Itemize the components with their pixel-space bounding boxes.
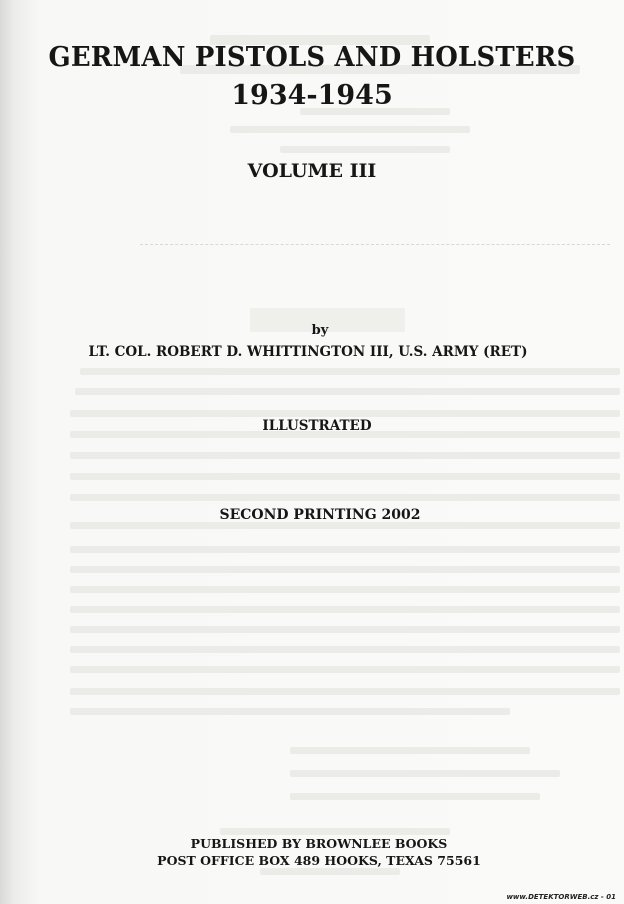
volume-number: VOLUME III — [247, 160, 377, 182]
byline-by: by — [311, 323, 329, 338]
illustrated-label: ILLUSTRATED — [262, 418, 372, 434]
publisher-name: PUBLISHED BY BROWNLEE BOOKS — [190, 836, 448, 851]
author-name: LT. COL. ROBERT D. WHITTINGTON III, U.S. ARMY (RET) — [88, 344, 528, 360]
printing-edition: SECOND PRINTING 2002 — [219, 507, 421, 523]
source-watermark: www.DETEKTORWEB.cz - 01 — [506, 893, 616, 901]
book-title-years: 1934-1945 — [231, 80, 393, 111]
book-title-line1: GERMAN PISTOLS AND HOLSTERS — [48, 42, 576, 73]
publisher-address: POST OFFICE BOX 489 HOOKS, TEXAS 75561 — [157, 853, 481, 868]
bleed-divider — [140, 244, 610, 245]
